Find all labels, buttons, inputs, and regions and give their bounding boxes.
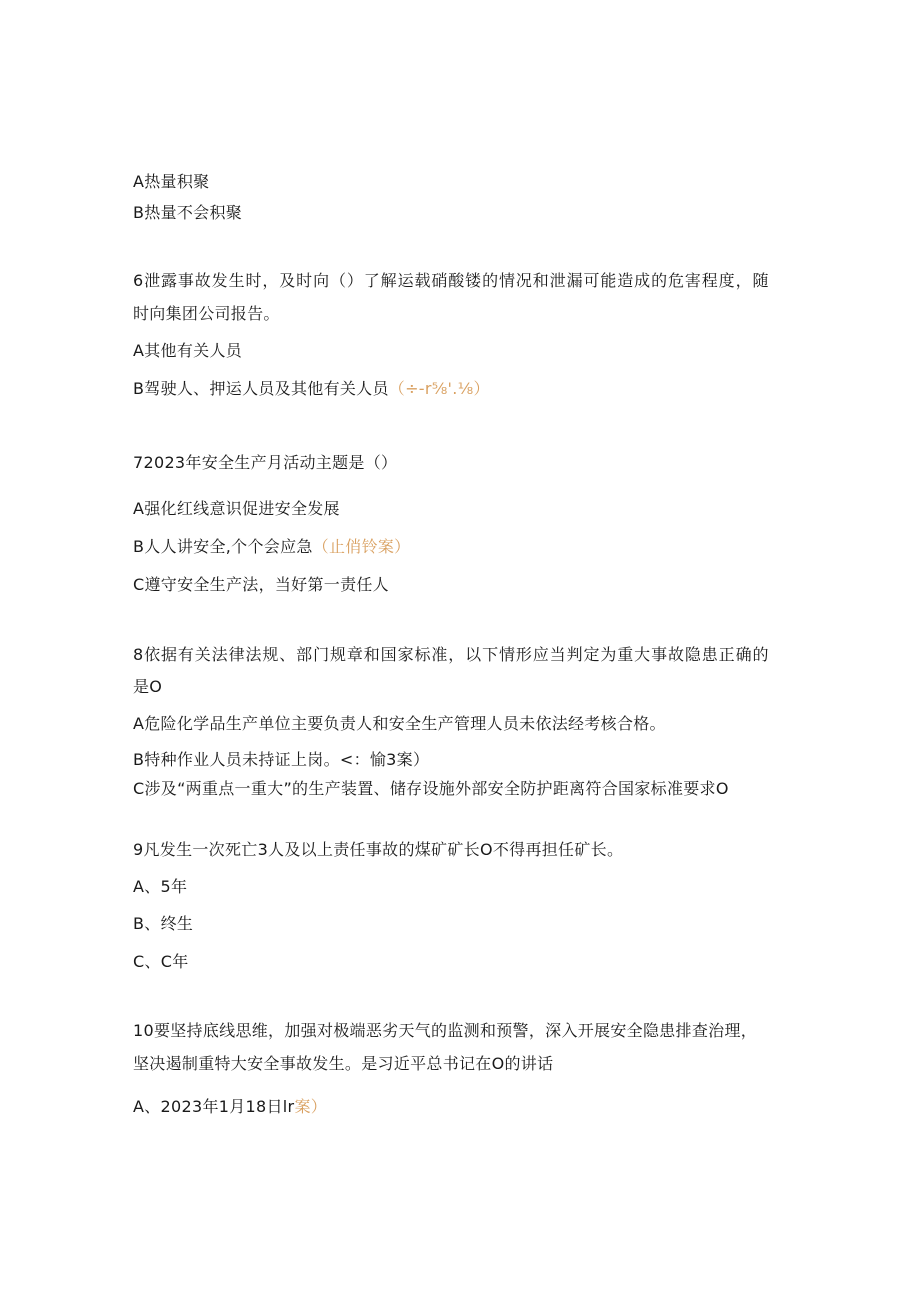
q6-option-b-text: B驾驶人、押运人员及其他有关人员 [133, 379, 389, 398]
q9-option-a: A、5年 [133, 877, 188, 896]
q6-option-a: A其他有关人员 [133, 341, 243, 360]
q6-option-b [133, 379, 490, 399]
q8-option-c: C涉及“两重点一重大”的生产装置、储存设施外部安全防护距离符合国家标准要求O [133, 779, 729, 798]
q6-stem-line1: 6泄露事故发生时，及时向（）了解运载硝酸镂的情况和泄漏可能造成的危害程度，随 [133, 271, 770, 290]
q9-option-b: B、终生 [133, 914, 194, 933]
q6-answer-mark: （÷-r⅝'.⅛） [388, 379, 490, 398]
q8-option-a: A危险化学品生产单位主要负责人和安全生产管理人员未依法经考核合格。 [133, 714, 666, 733]
q9-stem: 9凡发生一次死亡3人及以上责任事故的煤矿矿长O不得再担任矿长。 [133, 840, 624, 859]
q7-option-c: C遵守安全生产法，当好第一责任人 [133, 575, 389, 594]
q7-option-b [133, 537, 410, 557]
q10-stem-line2: 坚决遏制重特大安全事故发生。是习近平总书记在O的讲话 [133, 1054, 554, 1073]
q10-stem-line1: 10要坚持底线思维，加强对极端恶劣天气的监测和预警，深入开展安全隐患排查治理， [133, 1021, 758, 1040]
q9-option-c: C、C年 [133, 952, 189, 971]
q8-stem-line1: 8依据有关法律法规、部门规章和国家标准，以下情形应当判定为重大事故隐患正确的 [133, 645, 770, 664]
q8-stem-line2: 是O [133, 677, 163, 696]
q10-answer-mark: 案） [294, 1097, 328, 1116]
q7-answer-mark: （止俏铃案） [312, 537, 411, 556]
q10-option-a-text: A、2023年1月18日lr [133, 1097, 295, 1116]
q7-option-b-text: B人人讲安全,个个会应急 [133, 537, 313, 556]
q6-stem-line2: 时向集团公司报告。 [133, 304, 280, 323]
q10-option-a [133, 1097, 327, 1117]
q5-option-b: B热量不会积聚 [133, 203, 243, 222]
q8-option-b: B特种作业人员未持证上岗。<：愉3案） [133, 750, 430, 769]
q7-option-a: A强化红线意识促进安全发展 [133, 499, 340, 518]
q7-stem: 72023年安全生产月活动主题是（） [133, 453, 398, 472]
q5-option-a: A热量积聚 [133, 172, 210, 191]
